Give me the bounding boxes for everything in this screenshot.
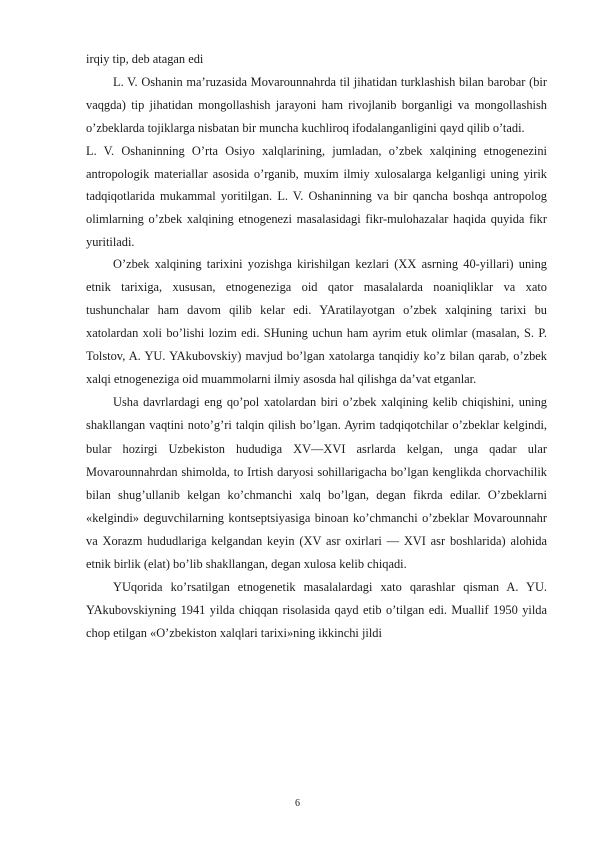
paragraph-oshanin-report: L. V. Oshanin ma’ruzasida Movarounnahrda til jihatidan turklashish bilan barobar (bir vaqgda) tip jihatidan mongollashish jarayoni ham rivojlanib borganligi va mongollashish o’zbeklarda tojiklarga nisbatan bir muncha kuchliroq ifodalanganligini qayd qilib o’tadi. <box>86 75 547 136</box>
paragraph-continuation: irqiy tip, deb atagan edi <box>86 52 204 66</box>
paragraph-history-writing: O’zbek xalqining tarixini yozishga kirishilgan kezlari (XX asrning 40-yillari) uning etnik tarixiga, xususan, etnogeneziga oid qator masalalarda noaniqliklar va xato tushunchalar ham davom qilib kelar edi. YAratilayotgan o’zbek xalqining tarixi bu xatolardan xoli bo’lishi lozim edi. SHuning uchun ham ayrim etuk olimlar (masalan, S. P. Tolstov, A. YU. YAkubovskiy) mavjud bo’lgan xatolarga tanqidiy ko’z bilan qarab, o’zbek xalqi etnogeneziga oid muammolarni ilmiy asosda hal qilishga da’vat etganlar. <box>86 257 547 387</box>
paragraph-yakubovskiy: YUqorida ko’rsatilgan etnogenetik masalalardagi xato qarashlar qisman A. YU. YAkubovskiyning 1941 yilda chiqqan risolasida qayd etib o’tilgan edi. Muallif 1950 yilda chop etilgan «O’zbekiston xalqlari tarixi»ning ikkinchi jildi <box>86 579 547 640</box>
paragraph-oshanin-research: L. V. Oshaninning O’rta Osiyo xalqlarining, jumladan, o’zbek xalqining etnogenezini antropologik materiallar asosida o’rganib, muxim ilmiy xulosalarga kelganligi uning yirik tadqiqotlarida mukammal yoritilgan. L. V. Oshaninning va bir qancha boshqa antropolog olimlarning o’zbek xalqining etnogenezi masalasidagi fikr-mulohazalar haqida quyida fikr yuritiladi. <box>86 144 547 249</box>
page-number: 6 <box>295 798 300 809</box>
paragraph-origin-errors: Usha davrlardagi eng qo’pol xatolardan biri o’zbek xalqining kelib chiqishini, uning shakllangan vaqtini noto’g’ri talqin qilish bo’lgan. Ayrim tadqiqotchilar o’zbeklar kelgindi, bular hozirgi Uzbekiston hududiga XV—XVI asrlarda kelgan, unga qadar ular Movarounnahrdan shimolda, to Irtish daryosi sohillarigacha bo’lgan kenglikda chorvachilik bilan shug’ullanib kelgan ko’chmanchi xalq bo’lgan, degan fikrda edilar. O’zbeklarni «kelgindi» deguvchilarning kontseptsiyasiga binoan ko’chmanchi o’zbeklar Movarounnahr va Xorazm hududlariga kelgandan keyin (XV asr oxirlari — XVI asr boshlarida) alohida etnik birlik (elat) bo’lib shakllangan, degan xulosa kelib chiqadi. <box>86 395 547 571</box>
body-text <box>86 48 547 645</box>
